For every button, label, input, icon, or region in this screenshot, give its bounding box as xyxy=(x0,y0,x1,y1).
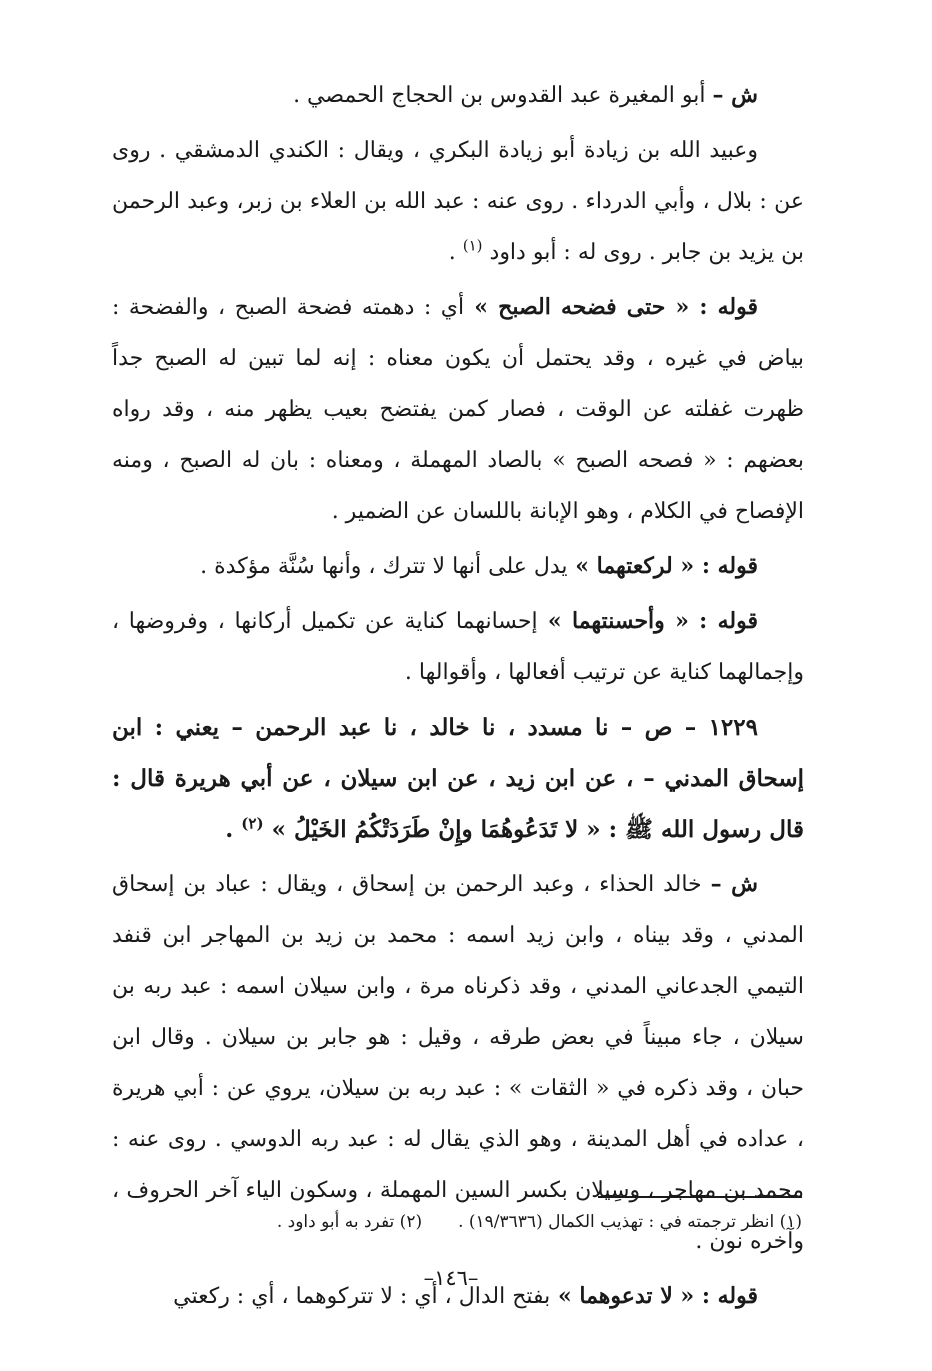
qawluhu-label: قوله : xyxy=(699,294,759,320)
paragraph-1 xyxy=(112,70,804,121)
paragraph-3 xyxy=(112,282,804,537)
paragraph-text: وعبيد الله بن زيادة أبو زيادة البكري ، ويقال : الكندي الدمشقي . روى عن : بلال ، وأبي الدرداء . روى عنه : عبد الله بن العلاء بن زبر، وعبد الرحمن بن يزيد بن جابر . روى له : أبو داود xyxy=(112,138,804,265)
paragraph-text: بفتح الدال ، أي : لا تتركوهما ، أي : ركعتي xyxy=(173,1284,551,1309)
paragraph-text: أبو المغيرة عبد القدوس بن الحجاج الحمصي . xyxy=(293,83,713,108)
quoted-phrase: « وأحسنتهما » xyxy=(537,608,700,634)
paragraph-text: إحسانهما كناية عن تكميل أركانها ، وفروضها ، وإجمالهما كناية عن ترتيب أفعالها ، وأقوالها . xyxy=(112,609,804,685)
main-text xyxy=(112,70,804,1326)
paragraph-7 xyxy=(112,859,804,1267)
qawluhu-label: قوله : xyxy=(699,608,758,634)
quoted-phrase: « لا تدعوهما » xyxy=(550,1283,702,1309)
paragraph-text: أي : دهمته فضحة الصبح ، والفضحة : بياض في غيره ، وقد يحتمل أن يكون معناه : إنه لما تبين له الصبح جداً ظهرت غفلته عن الوقت ، فصار كمن يفتضح بعيب يظهر منه ، وقد رواه بعضهم : « فصحه الصبح » بالصاد المهملة ، ومعناه : بان له الصبح ، ومنه الإفصاح في الكلام ، وهو الإبانة باللسان عن الضمير . xyxy=(112,295,804,524)
hadith-1229 xyxy=(112,702,804,855)
page-number: –١٤٦– xyxy=(423,1266,479,1290)
sharh-label: ش – xyxy=(712,82,758,108)
footnotes xyxy=(112,1207,802,1237)
qawluhu-label: قوله : xyxy=(701,1283,758,1309)
footnote-2: (٢) تفرد به أبو داود . xyxy=(276,1212,423,1232)
quoted-phrase: « حتى فضحه الصبح » xyxy=(464,294,700,320)
paragraph-end: . xyxy=(448,240,463,265)
quoted-phrase: « لركعتهما » xyxy=(567,553,702,579)
paragraph-4 xyxy=(112,541,804,592)
hadith-text: ١٢٢٩ – ص – نا مسدد ، نا خالد ، نا عبد الرحمن – يعني : ابن إسحاق المدني – ، عن ابن زيد ، عن ابن سيلان ، عن أبي هريرة قال : قال رسول الله ﷺ : « لا تَدَعُوهُمَا وإِنْ طَرَدَتْكُمُ الخَيْلُ » xyxy=(112,714,804,843)
footnote-1: (١) انظر ترجمته في : تهذيب الكمال (١٩/٣٦٣٦) . xyxy=(458,1212,802,1232)
paragraph-text: يدل على أنها لا تترك ، وأنها سُنَّة مؤكدة . xyxy=(200,554,568,579)
qawluhu-label: قوله : xyxy=(701,553,758,579)
paragraph-2 xyxy=(112,125,804,278)
paragraph-5 xyxy=(112,596,804,698)
paragraph-end: . xyxy=(225,816,242,843)
sharh-label: ش – xyxy=(710,871,758,897)
footnote-ref-2: (٢) xyxy=(241,814,264,833)
footnote-divider xyxy=(598,1196,802,1198)
paragraph-text: خالد الحذاء ، وعبد الرحمن بن إسحاق ، ويقال : عباد بن إسحاق المدني ، وقد بيناه ، وابن زيد اسمه : محمد بن زيد بن المهاجر ابن قنفد التيمي الجدعاني المدني ، وقد ذكرناه مرة ، وابن سيلان اسمه : عبد ربه بن سيلان ، جاء مبيناً في بعض طرقه ، وقيل : هو جابر بن سيلان . وقال ابن حبان ، وقد ذكره في « الثقات » : عبد ربه بن سيلان، يروي عن : أبي هريرة ، عداده في أهل المدينة ، وهو الذي يقال له : عبد ربه الدوسي . روى عنه : محمد بن مهاجر ، وسِيلان بكسر السين المهملة ، وسكون الياء آخر الحروف ، وآخره نون . xyxy=(112,872,804,1254)
footnote-ref-1: (١) xyxy=(462,236,483,255)
